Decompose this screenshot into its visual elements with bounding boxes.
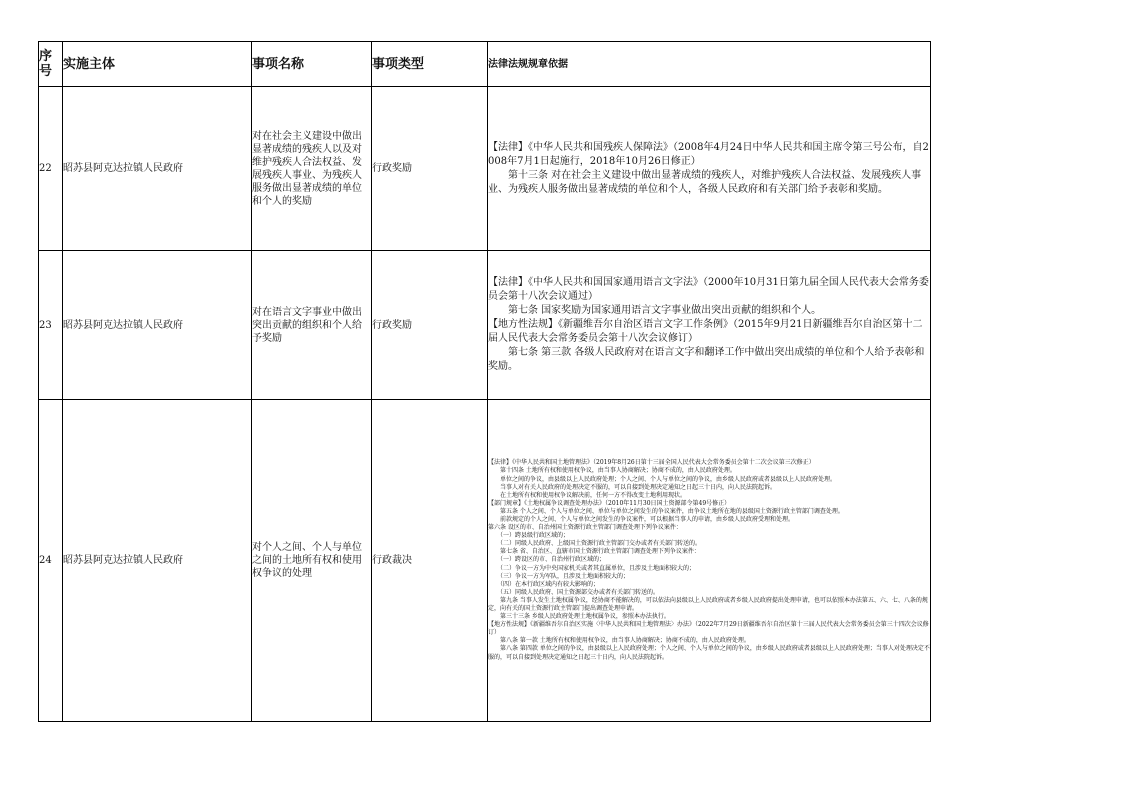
basis-paragraph: 【地方性法规】《新疆维吾尔自治区实施〈中华人民共和国土地管理法〉办法》（2022年7月29日新疆维吾尔自治区第十三届人民代表大会常务委员会第三十四次会议修订） bbox=[488, 621, 929, 637]
row-item-type: 行政裁决 bbox=[372, 400, 488, 722]
basis-paragraph: （二）争议一方为中央国家机关或者其直属单位，且涉及土地面积较大的； bbox=[488, 564, 696, 572]
row-org: 昭苏县阿克达拉镇人民政府 bbox=[63, 400, 252, 722]
basis-paragraph: 第三十三条 乡级人民政府处理土地权属争议，参照本办法执行。 bbox=[488, 613, 670, 621]
basis-paragraph: 【法律】《中华人民共和国国家通用语言文字法》（2000年10月31日第九届全国人民代表大会常务委员会第十八次会议通过） bbox=[488, 277, 929, 302]
header-org: 实施主体 bbox=[63, 42, 252, 87]
basis-paragraph: 【地方性法规】《新疆维吾尔自治区语言文字工作条例》（2015年9月21日新疆维吾尔自治区第十二届人民代表大会常务委员会第十八次会议修订） bbox=[488, 319, 923, 344]
table-row bbox=[39, 251, 931, 400]
header-basis: 法律法规规章依据 bbox=[488, 42, 931, 87]
basis-paragraph: 前款规定的个人之间、个人与单位之间发生的争议案件，可以根据当事人的申请，由乡级人民政府受理和处理。 bbox=[488, 515, 795, 523]
row-legal-basis bbox=[488, 87, 931, 251]
row-org: 昭苏县阿克达拉镇人民政府 bbox=[63, 87, 252, 251]
basis-paragraph: 第十四条 土地所有权和使用权争议，由当事人协商解决；协商不成的，由人民政府处理。 bbox=[488, 467, 736, 475]
basis-paragraph: 第七条 国家奖励为国家通用语言文字事业做出突出贡献的组织和个人。 bbox=[488, 305, 822, 316]
basis-paragraph: （一）跨县级行政区域的； bbox=[488, 532, 570, 540]
basis-paragraph: 单位之间的争议，由县级以上人民政府处理；个人之间、个人与单位之间的争议，由乡级人民政府或者县级以上人民政府处理。 bbox=[488, 475, 837, 483]
header-name: 事项名称 bbox=[252, 42, 372, 87]
row-item-type: 行政奖励 bbox=[372, 251, 488, 400]
table-row bbox=[39, 400, 931, 722]
basis-paragraph: 第七条 省、自治区、直辖市国土资源行政主管部门调查处理下列争议案件： bbox=[488, 548, 700, 556]
row-legal-basis bbox=[488, 400, 931, 722]
basis-paragraph: 第八条 第四款 单位之间的争议，由县级以上人民政府处理；个人之间、个人与单位之间的争议，由乡级人民政府或者县级以上人民政府处理；当事人对处理决定不服的，可以自接到处理决定通知之日起三十日内，向人民法院起诉。 bbox=[488, 645, 930, 661]
basis-paragraph: （五）同级人民政府、国土资源部交办或者有关部门转送的。 bbox=[488, 588, 660, 596]
basis-paragraph: （三）争议一方为军队，且涉及土地面积较大的； bbox=[488, 572, 630, 580]
header-row bbox=[39, 42, 931, 87]
basis-paragraph: 在土地所有权和使用权争议解决前，任何一方不得改变土地利用现状。 bbox=[488, 491, 687, 499]
basis-paragraph: （二）同级人民政府、上级国土资源行政主管部门交办或者有关部门转送的。 bbox=[488, 540, 702, 548]
basis-paragraph: （四）在本行政区域内有较大影响的； bbox=[488, 580, 600, 588]
header-type: 事项类型 bbox=[372, 42, 488, 87]
basis-paragraph: 当事人对有关人民政府的处理决定不服的，可以自接到处理决定通知之日起三十日内，向人民法院起诉。 bbox=[488, 483, 777, 491]
basis-paragraph: 【法律】《中华人民共和国土地管理法》（2019年8月26日第十三届全国人民代表大会常务委员会第十二次会议第三次修正） bbox=[488, 459, 815, 467]
row-no: 23 bbox=[39, 251, 63, 400]
basis-paragraph: 第十三条 对在社会主义建设中做出显著成绩的残疾人，对维护残疾人合法权益、发展残疾人事业、为残疾人服务做出显著成绩的单位和个人，各级人民政府和有关部门给予表彰和奖励。 bbox=[488, 169, 922, 195]
basis-paragraph: 第五条 个人之间、个人与单位之间、单位与单位之间发生的争议案件，由争议土地所在地的县级国土资源行政主管部门调查处理。 bbox=[488, 507, 844, 515]
row-item-name: 对在社会主义建设中做出显著成绩的残疾人以及对维护残疾人合法权益、发展残疾人事业、为残疾人服务做出显著成绩的单位和个人的奖励 bbox=[252, 87, 372, 251]
regulation-table bbox=[38, 41, 931, 722]
row-legal-basis bbox=[488, 251, 931, 400]
row-org: 昭苏县阿克达拉镇人民政府 bbox=[63, 251, 252, 400]
basis-paragraph: 第七条 第三款 各级人民政府对在语言文字和翻译工作中做出突出成绩的单位和个人给予表彰和奖励。 bbox=[488, 347, 925, 372]
basis-paragraph: （一）跨设区的市、自治州行政区域的； bbox=[488, 556, 606, 564]
basis-paragraph: 【部门规章】《土地权属争议调查处理办法》（2010年11月30日国土资源部令第49号修正） bbox=[488, 499, 731, 507]
basis-paragraph: 【法律】《中华人民共和国残疾人保障法》（2008年4月24日中华人民共和国主席令第三号公布，自2008年7月1日起施行，2018年10月26日修正） bbox=[488, 141, 929, 167]
row-item-type: 行政奖励 bbox=[372, 87, 488, 251]
basis-paragraph: 第八条 第一款 土地所有权和使用权争议，由当事人协商解决；协商不成的，由人民政府处理。 bbox=[488, 637, 750, 645]
row-no: 24 bbox=[39, 400, 63, 722]
basis-paragraph: 第九条 当事人发生土地权属争议，经协商不能解决的，可以依法向县级以上人民政府或者乡级人民政府提出处理申请，也可以依照本办法第五、六、七、八条的规定，向有关的国土资源行政主管部门提出调查处理申请。 bbox=[488, 596, 928, 613]
row-no: 22 bbox=[39, 87, 63, 251]
row-item-name: 对个人之间、个人与单位之间的土地所有权和使用权争议的处理 bbox=[252, 400, 372, 722]
header-no: 序号 bbox=[39, 42, 63, 87]
basis-paragraph: 第六条 设区的市、自治州国土资源行政主管部门调查处理下列争议案件： bbox=[488, 524, 682, 532]
row-item-name: 对在语言文字事业中做出突出贡献的组织和个人给予奖励 bbox=[252, 251, 372, 400]
table-row bbox=[39, 87, 931, 251]
